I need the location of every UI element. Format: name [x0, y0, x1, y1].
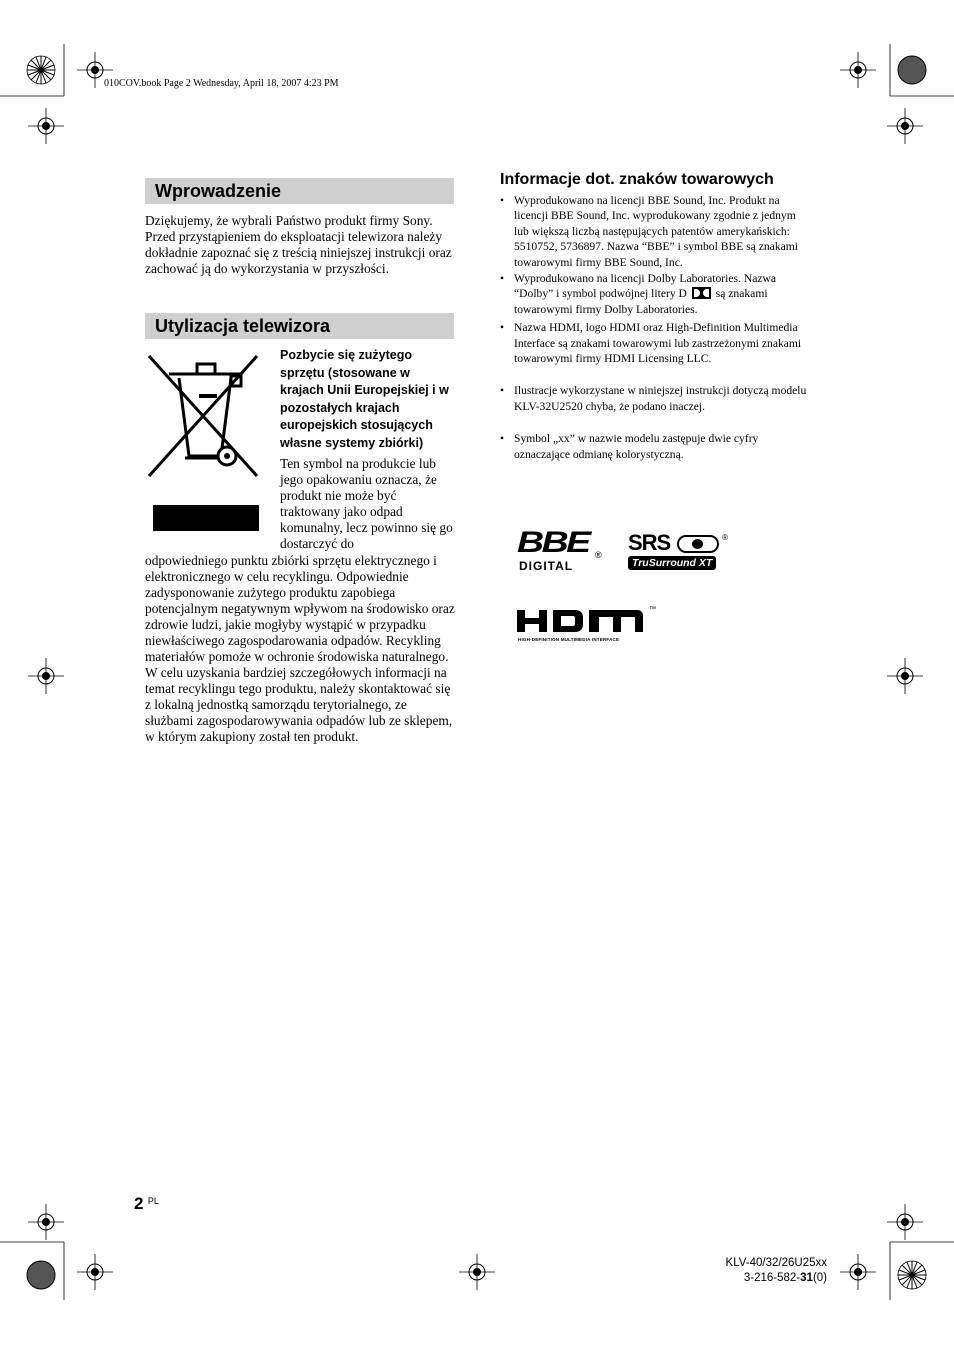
hdmi-wordmark-icon	[517, 608, 647, 634]
srs-circle-icon	[677, 535, 719, 553]
illustrations-note: Ilustracje wykorzystane w niniejszej instrukcji dotyczą modelu KLV-32U2520 chyba, że podano inaczej.	[514, 384, 807, 413]
part-code-prefix: 3-216-582-	[743, 1272, 801, 1284]
srs-trusurround-logo	[627, 530, 737, 573]
part-code-bold: 31	[800, 1272, 813, 1284]
trademark-bbe-text: Wyprodukowano na licencji BBE Sound, Inc. Produkt na licencji BBE Sound, Inc. wyprodukowany zgodnie z jednym lub większą liczbą następujących patentów amerykańskich: 5510752, 5736897. Nazwa “BBE” i symbol BBE są znakami towarowymi firmy BBE Sound, Inc.	[514, 194, 799, 269]
trusurround-xt-text: TruSurround XT	[628, 556, 716, 570]
bbe-logo-text: BBE	[517, 526, 589, 559]
srs-reg-mark: ®	[722, 533, 728, 542]
hdmi-subtitle: HIGH-DEFINITION MULTIMEDIA INTERFACE	[518, 637, 620, 642]
model-number: KLV-40/32/26U25xx	[725, 1257, 827, 1269]
hdmi-tm-mark: ™	[649, 606, 656, 613]
list-item	[500, 383, 812, 414]
disposal-text-beside: Ten symbol na produkcie lub jego opakowaniu oznacza, że produkt nie może być traktowany jako odpad komunalny, lecz powinno się go dostarczyć do	[280, 456, 453, 551]
list-item	[500, 320, 812, 366]
intro-section-bar	[145, 178, 454, 204]
trademark-hdmi-text: Nazwa HDMI, logo HDMI oraz High-Definition Multimedia Interface są znakami towarowymi lub zastrzeżonymi znakami towarowymi firmy HDMI Licensing LLC.	[514, 321, 802, 366]
page-number-value: 2	[134, 1194, 144, 1213]
list-item	[500, 431, 812, 462]
bbe-digital-logo	[517, 526, 607, 573]
list-item	[500, 271, 812, 317]
disposal-section-bar	[145, 313, 454, 339]
book-info-header: 010COV.book Page 2 Wednesday, April 18, 2007 4:23 PM	[104, 78, 339, 89]
hdmi-logo	[517, 608, 659, 646]
model-info	[700, 1256, 827, 1286]
trademarks-list	[500, 193, 812, 462]
bbe-reg-mark: ®	[595, 550, 602, 560]
list-item	[500, 193, 812, 270]
page-language: PL	[147, 1196, 159, 1206]
dolby-double-d-icon	[692, 287, 711, 299]
part-code-suffix: (0)	[812, 1272, 827, 1284]
intro-text: Dziękujemy, że wybrali Państwo produkt firmy Sony. Przed przystąpieniem do eksploatacji telewizora należy dokładnie zapoznać się z treścią niniejszej instrukcji oraz zachować ją do wykorzystania w przyszłości.	[145, 213, 452, 276]
disposal-bold-heading: Pozbycie się zużytego sprzętu (stosowane w krajach Unii Europejskiej i w pozostałych krajach europejskich stosujących własne systemy zbiórki)	[280, 348, 449, 450]
trademarks-title: Informacje dot. znaków towarowych	[500, 171, 774, 188]
disposal-text-below: odpowiedniego punktu zbiórki sprzętu elektrycznego i elektronicznego w celu recyklingu. Odpowiednie zadysponowanie zużytego produktu zapobiega potencjalnym negatywnym wpływom na środowisko oraz zdrowie ludzi, jakie mogłyby wystąpić w przypadku niewłaściwego zagospodarowania odpadów. Recykling materiałów pomoże w ochronie środowiska naturalnego. W celu uzyskania bardziej szczegółowych informacji na temat recyklingu tego produktu, należy skontaktować się z lokalną jednostką samorządu terytorialnego, ze służbami zagospodarowywania odpadów lub ze sklepem, w którym zakupiony został ten produkt.	[145, 553, 455, 744]
srs-logo-text: SRS	[628, 530, 671, 555]
page-number	[134, 1194, 159, 1214]
model-xx-note: Symbol „xx” w nazwie modelu zastępuje dwie cyfry oznaczające odmianę kolorystyczną.	[514, 432, 759, 461]
intro-title: Wprowadzenie	[155, 181, 282, 201]
crossed-bin-icon	[145, 352, 263, 534]
bbe-digital-text: DIGITAL	[519, 559, 574, 573]
part-code	[700, 1271, 827, 1286]
trademark-dolby-text: Wyprodukowano na licencji Dolby Laboratories. Nazwa “Dolby” i symbol podwójnej litery D	[514, 272, 777, 301]
disposal-title: Utylizacja telewizora	[155, 316, 331, 336]
trademark-dolby-text-end: są znakami towarowymi firmy Dolby Laboratories.	[514, 287, 768, 316]
